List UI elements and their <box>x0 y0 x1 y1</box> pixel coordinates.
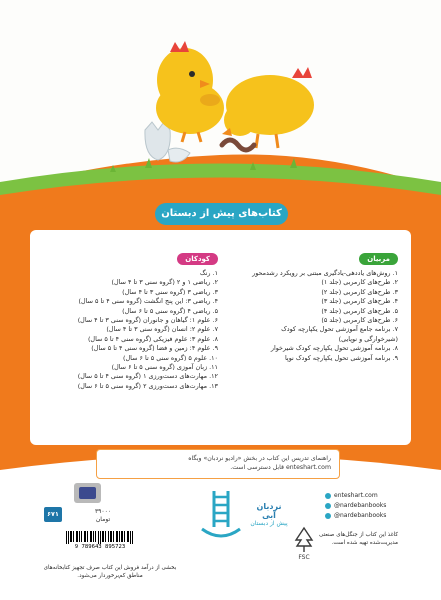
instagram-icon <box>325 503 331 509</box>
educators-heading: مربیان <box>359 253 398 265</box>
publisher-tagline: پیش از دبستان <box>250 520 288 527</box>
list-item: ۲. طرح‌های کارمربی (جلد ۱) <box>321 278 398 287</box>
list-item: ۳. طرح‌های کارمربی (جلد ۲) <box>321 287 398 296</box>
list-item: ۵. طرح‌های کارمربی (جلد ۴) <box>321 306 398 315</box>
list-item: ۳. ریاضی ۳ (گروه سنی ۳ تا ۴ سال) <box>122 287 218 296</box>
price-tag <box>89 507 117 525</box>
ladder-logo-icon <box>196 487 246 545</box>
globe-icon <box>325 493 331 499</box>
fsc-logo-icon <box>294 526 314 560</box>
list-item: ۱۱. زبان آموزی (گروه سنی ۵ تا ۶ سال) <box>111 363 218 372</box>
social-links <box>325 491 407 521</box>
educators-column <box>226 246 398 363</box>
list-item: ۹. علوم ۴: زمین و فضا (گروه سنی ۴ تا ۵ سال) <box>91 344 218 353</box>
price-amount: ۳۹۰۰۰ <box>94 508 112 515</box>
library-badge-icon <box>74 483 101 503</box>
publisher-name: نردبان آبی <box>256 502 282 520</box>
charity-note: بخشی از درآمد فروش این کتاب صرف تجهیز کتابخانه‌های مناطق کم‌برخوردار می‌شود. <box>43 565 177 579</box>
fsc-note: کاغذ این کتاب از جنگل‌های صنعتی مدیریت‌شده تهیه شده است. <box>318 532 398 546</box>
list-item: ۱۲. مهارت‌های دست‌ورزی ۱ (گروه سنی ۴ تا ۵ سال) <box>77 372 218 381</box>
list-item: ۸. علوم ۳: علوم فیزیکی (گروه سنی ۴ تا ۵ سال) <box>87 334 218 343</box>
list-item: ۶. علوم ۱: گیاهان و جانوران (گروه سنی ۳ تا ۴ سال) <box>77 316 218 325</box>
list-item: ۱۰. علوم ۵ (گروه سنی ۵ تا ۶ سال) <box>123 353 218 362</box>
list-item: ۱۳. مهارت‌های دست‌ورزی ۲ (گروه سنی ۵ تا ۶ سال) <box>77 381 218 390</box>
fsc-label: FSC <box>298 554 310 560</box>
teaching-guide-note <box>96 449 340 479</box>
list-item: ۴. ریاضی ۳: این پنج انگشت (گروه سنی ۴ تا ۵ سال) <box>78 297 218 306</box>
list-item: ۷. برنامه جامع آموزشی تحول یکپارچه کودک <box>281 325 398 334</box>
list-item: ۶. طرح‌های کارمربی (جلد ۵) <box>321 316 398 325</box>
list-item: ۱. روش‌های یاددهی-یادگیری مبتنی بر رویکرد رشدمحور <box>252 269 398 277</box>
list-item: (شیرخوارگی و نوپایی) <box>338 334 398 343</box>
promo-line-2: enteshart.com قابل دسترسی است. <box>230 464 331 471</box>
barcode-icon <box>66 531 134 544</box>
book-code: ۶۷۱ <box>44 507 62 522</box>
price-unit: تومان <box>95 516 111 523</box>
telegram-link[interactable]: @nardebanbooks <box>334 512 387 519</box>
isbn-barcode <box>63 529 137 552</box>
website-link[interactable]: enteshart.com <box>334 492 378 499</box>
telegram-icon <box>325 513 331 519</box>
series-title: کتاب‌های پیش از دبستان نردبان <box>155 203 288 225</box>
list-item: ۱. رنگ <box>199 269 218 277</box>
list-item: ۷. علوم ۲: انسان (گروه سنی ۳ تا ۴ سال) <box>106 325 218 334</box>
children-heading: کودکان <box>177 253 218 265</box>
list-item: ۸. برنامه آموزشی تحول یکپارچه کودک شیرخوار <box>270 344 398 353</box>
list-item: ۹. برنامه آموزشی تحول یکپارچه کودک نوپا <box>284 353 398 362</box>
promo-line-1: راهنمای تدریس این کتاب در بخش «رادیو نردبان» وبگاه <box>188 455 331 462</box>
publisher-logo-text <box>249 502 289 527</box>
list-item: ۵. ریاضی ۴ (گروه سنی ۵ تا ۶ سال) <box>122 306 218 315</box>
children-column <box>42 246 218 391</box>
isbn-number: 9 789643 895723 <box>74 544 126 550</box>
instagram-link[interactable]: @nardebanbooks <box>334 502 387 509</box>
list-item: ۴. طرح‌های کارمربی (جلد ۳) <box>321 297 398 306</box>
list-item: ۲. ریاضی ۱ و ۲ (گروه سنی ۳ تا ۴ سال) <box>111 278 218 287</box>
